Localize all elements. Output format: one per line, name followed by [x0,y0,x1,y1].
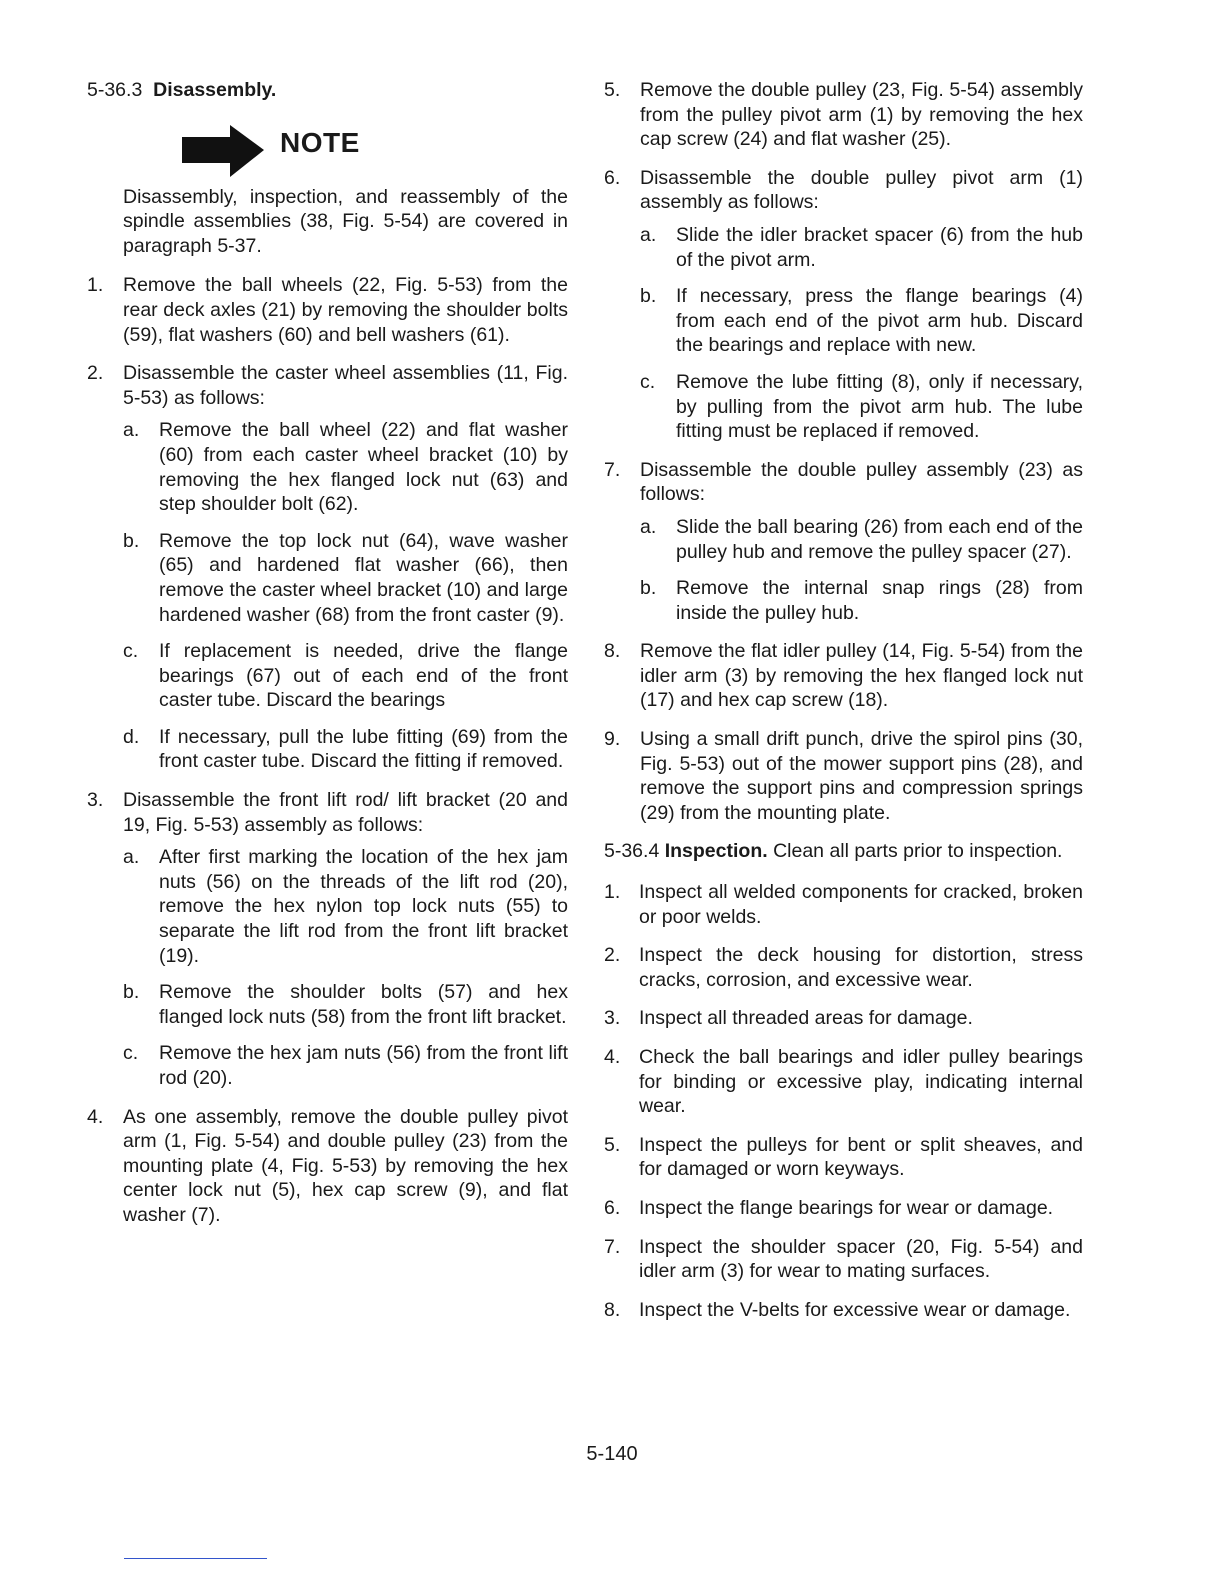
substep-text: Remove the shoulder bolts (57) and hex flanged lock nuts (58) from the front lift bracket. [159,981,568,1028]
inspection-text: Inspect the flange bearings for wear or damage. [639,1196,1054,1219]
inspection-number: 5. [604,1133,621,1156]
note-callout [87,121,568,179]
step-number: 6. [604,166,621,189]
substep-item [123,1041,568,1090]
substep-text: Remove the top lock nut (64), wave washer (65) and hardened flat washer (66), then remove the caster wheel bracket (10) and large hardened washer (68) from the front caster (9). [159,529,568,626]
substep-letter: a. [640,515,657,538]
step-item [604,458,1083,507]
substep-item [123,845,568,968]
inspection-number: 6. [604,1196,621,1219]
inspection-item [604,943,1083,992]
substep-text: Remove the internal snap rings (28) from inside the pulley hub. [676,577,1083,624]
substep-item [640,284,1083,358]
step-list-right [604,78,1083,825]
inspection-number: 2. [604,944,621,967]
substep-text: Slide the idler bracket spacer (6) from the hub of the pivot arm. [676,223,1083,271]
left-column [87,78,568,1242]
step-item [87,361,568,410]
step-number: 7. [604,458,621,481]
substep-text: Remove the lube fitting (8), only if necessary, by pulling from the pivot arm hub. The lube fitting must be replaced if removed. [676,370,1083,443]
substep-item [123,725,568,774]
inspection-intro-text: Clean all parts prior to inspection. [773,840,1063,863]
substep-letter: c. [640,370,656,393]
substep-list [87,845,568,1090]
substep-item [640,370,1083,444]
step-text: Remove the flat idler pulley (14, Fig. 5-54) from the idler arm (3) by removing the hex flanged lock nut (17) and hex cap screw (18). [640,640,1083,712]
step-number: 8. [604,640,621,663]
step-number: 5. [604,79,621,101]
inspection-item [604,1045,1083,1119]
substep-item [123,529,568,627]
section-title: Disassembly. [153,79,277,101]
substep-letter: a. [640,223,657,246]
inspection-item [604,1006,1083,1031]
inspection-list [604,880,1083,1322]
substep-text: Slide the ball bearing (26) from each end of the pulley hub and remove the pulley spacer (27). [676,515,1083,563]
inspection-item [604,1196,1083,1221]
section-heading-inspection [604,839,1083,864]
inspection-heading-line [604,840,1062,862]
substep-list [604,515,1083,625]
substep-item [123,980,568,1029]
note-text: Disassembly, inspection, and reassembly of the spindle assemblies (38, Fig. 5-54) are covered in paragraph 5-37. [123,185,568,257]
step-text: Using a small drift punch, drive the spirol pins (30, Fig. 5-53) out of the mower support pins (28), and remove the support pins and compression springs (29) from the mounting plate. [640,728,1083,824]
step-text: Remove the ball wheels (22, Fig. 5-53) from the rear deck axles (21) by removing the shoulder bolts (59), flat washers (60) and bell washers (61). [123,274,568,346]
step-item [87,1105,568,1228]
inspection-number: 3. [604,1007,621,1030]
step-item [604,78,1083,152]
step-number: 4. [87,1105,104,1128]
note-label: NOTE [280,126,360,158]
substep-letter: b. [123,981,140,1004]
step-item [604,166,1083,215]
section-heading-disassembly [87,78,568,103]
step-list-left [87,273,568,1227]
substep-letter: b. [123,529,140,552]
substep-list [87,418,568,774]
substep-letter: a. [123,846,140,869]
inspection-item [604,1133,1083,1182]
inspection-number: 1. [604,881,621,904]
inspection-section-title: Inspection. [664,840,768,863]
inspection-number: 7. [604,1235,621,1258]
step-number: 2. [87,362,104,385]
substep-text: If necessary, press the flange bearings (4) from each end of the pivot arm hub. Discard the bearings and replace with new. [676,285,1083,357]
substep-text: If replacement is needed, drive the flange bearings (67) out of each end of the front caster tube. Discard the bearings [159,640,568,712]
step-number: 9. [604,728,621,751]
inspection-item [604,1298,1083,1323]
inspection-item [604,880,1083,929]
arrow-right-icon [182,125,266,179]
substep-item [640,576,1083,625]
substep-item [123,639,568,713]
step-item [604,727,1083,825]
inspection-text: Check the ball bearings and idler pulley bearings for binding or excessive play, indicating internal wear. [639,1046,1083,1118]
step-text: As one assembly, remove the double pulley pivot arm (1, Fig. 5-54) and double pulley (23) from the mounting plate (4, Fig. 5-53) by removing the hex center lock nut (5), hex cap screw (9), and flat washer (7). [123,1105,568,1226]
inspection-text: Inspect all welded components for cracked, broken or poor welds. [639,881,1083,928]
right-column [604,78,1083,1336]
inspection-text: Inspect the V-belts for excessive wear or damage. [639,1298,1071,1321]
inspection-text: Inspect the pulleys for bent or split sheaves, and for damaged or worn keyways. [639,1133,1083,1181]
substep-text: Remove the ball wheel (22) and flat washer (60) from each caster wheel bracket (10) by removing the hex flanged lock nut (63) and step shoulder bolt (62). [159,419,568,516]
step-item [87,273,568,347]
inspection-number: 4. [604,1046,621,1068]
substep-text: If necessary, pull the lube fitting (69) from the front caster tube. Discard the fitting if removed. [159,725,568,773]
step-text: Disassemble the double pulley assembly (23) as follows: [640,458,1083,506]
substep-letter: a. [123,419,140,442]
substep-item [640,515,1083,564]
substep-item [640,223,1083,272]
inspection-section-number: 5-36.4 [604,840,660,863]
inspection-number: 8. [604,1298,621,1321]
page-number: 5-140 [586,1443,638,1465]
section-number: 5-36.3 [87,79,143,101]
substep-letter: d. [123,725,140,748]
step-text: Disassemble the front lift rod/ lift bracket (20 and 19, Fig. 5-53) assembly as follows: [123,789,568,836]
step-text: Disassemble the caster wheel assemblies (11, Fig. 5-53) as follows: [123,362,568,409]
substep-list [604,223,1083,444]
substep-text: Remove the hex jam nuts (56) from the front lift rod (20). [159,1042,568,1089]
inspection-text: Inspect the deck housing for distortion, stress cracks, corrosion, and excessive wear. [639,944,1083,991]
inspection-item [604,1235,1083,1284]
inspection-text: Inspect all threaded areas for damage. [639,1007,973,1030]
step-text: Disassemble the double pulley pivot arm (1) assembly as follows: [640,166,1083,214]
substep-letter: c. [123,640,139,663]
substep-letter: c. [123,1042,139,1065]
inspection-text: Inspect the shoulder spacer (20, Fig. 5-54) and idler arm (3) for wear to mating surfaces. [639,1235,1083,1283]
step-item [604,639,1083,713]
step-text: Remove the double pulley (23, Fig. 5-54) assembly from the pulley pivot arm (1) by removing the hex cap screw (24) and flat washer (25). [640,79,1083,151]
substep-text: After first marking the location of the hex jam nuts (56) on the threads of the lift rod (20), remove the hex nylon top lock nuts (55) to separate the lift rod from the front lift bracket (19). [159,846,568,967]
step-number: 3. [87,789,104,812]
substep-letter: b. [640,285,657,308]
substep-item [123,418,568,516]
footer-rule [124,1558,267,1559]
step-item [87,788,568,837]
substep-letter: b. [640,577,657,600]
step-number: 1. [87,274,104,297]
